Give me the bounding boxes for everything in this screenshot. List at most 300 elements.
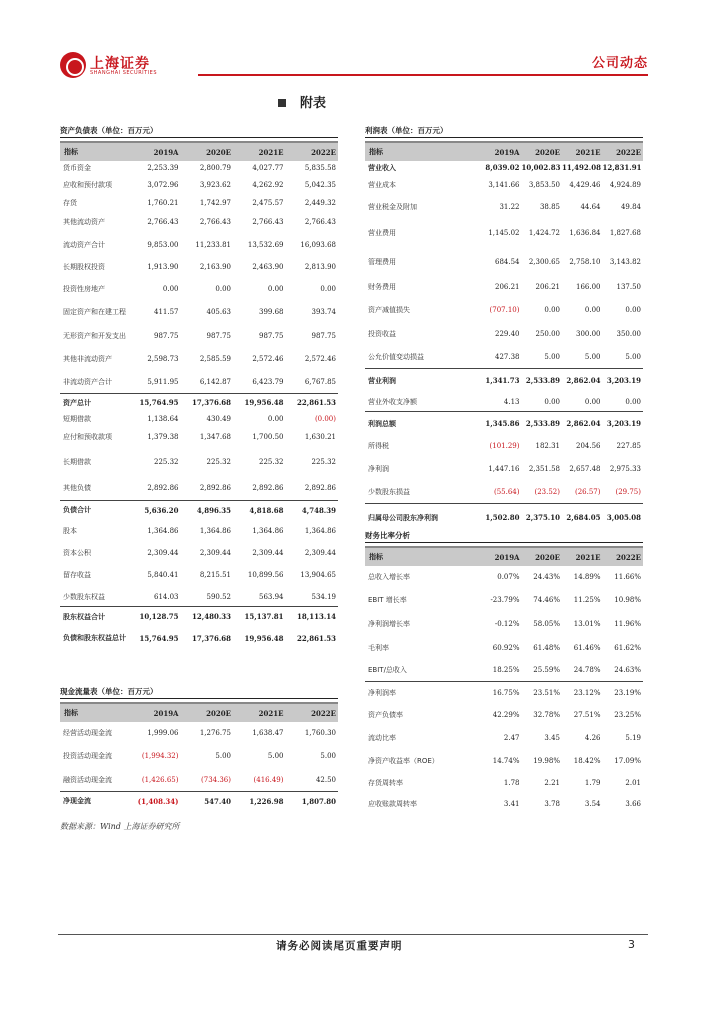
table-row	[60, 348, 338, 370]
row-value: (734.36)	[201, 775, 231, 784]
row-value: 3,203.19	[606, 376, 641, 385]
row-value: 1,760.21	[147, 198, 179, 207]
row-value: 1,447.16	[488, 464, 520, 473]
row-label: 净利润率	[368, 688, 396, 697]
cash-flow-header	[60, 702, 338, 722]
row-value: 16.75%	[492, 688, 520, 697]
row-label: 非流动资产合计	[63, 377, 112, 386]
row-value: 0.00	[544, 306, 560, 314]
table-row	[365, 195, 643, 218]
row-value: 2.21	[544, 779, 560, 787]
row-value: 4,429.46	[569, 180, 601, 189]
table-row	[365, 174, 643, 195]
row-value: -0.12%	[494, 620, 520, 628]
row-label: 营业费用	[368, 228, 396, 237]
row-value: 225.32	[259, 458, 284, 466]
row-value: 1,636.84	[569, 228, 601, 237]
column-header-2022e: 2022E	[311, 147, 336, 157]
table-row	[365, 435, 643, 457]
row-value: 399.68	[259, 308, 284, 316]
row-value: 19,956.48	[244, 633, 284, 643]
row-value: 10,128.75	[139, 612, 179, 621]
balance-sheet-table	[60, 123, 338, 650]
table-row	[60, 234, 338, 256]
table-row	[60, 626, 338, 650]
column-header-2021e: 2021E	[575, 147, 601, 157]
data-source-note: 数据来源：Wind 上海证券研究所	[60, 822, 180, 831]
row-value: 229.40	[495, 329, 520, 338]
row-value: 18.42%	[573, 756, 601, 765]
row-label: 资产总计	[63, 398, 91, 407]
row-label: 存货	[63, 198, 77, 207]
cash-flow-title: 现金流量表（单位：百万元）	[60, 684, 338, 699]
row-value: 1,807.80	[301, 796, 336, 806]
row-value: 405.63	[206, 308, 231, 316]
row-value: 61.48%	[533, 643, 560, 652]
row-value: (55.64)	[493, 487, 520, 496]
row-value: 2,572.46	[304, 355, 336, 363]
row-label: 营业利润	[368, 376, 396, 385]
column-header-2022e: 2022E	[616, 147, 641, 157]
row-label: 股东权益合计	[63, 612, 105, 621]
row-value: 1,145.02	[488, 228, 520, 237]
row-value: 1,424.72	[528, 228, 560, 237]
row-label: 净利润增长率	[368, 620, 410, 628]
row-value: 2,449.32	[304, 198, 336, 207]
table-row	[60, 768, 338, 791]
income-statement-body	[365, 161, 643, 531]
row-value: 1,364.86	[199, 527, 231, 535]
row-value: 987.75	[154, 332, 179, 340]
row-label: 应付和预收款项	[63, 433, 112, 441]
row-value: 14.89%	[573, 573, 601, 581]
row-value: 1,345.86	[485, 419, 520, 428]
row-value: 60.92%	[492, 643, 520, 652]
row-label: 其他负债	[63, 484, 91, 492]
table-row	[365, 659, 643, 681]
row-value: 684.54	[495, 257, 520, 266]
row-value: 25.59%	[533, 666, 560, 674]
row-value: 23.19%	[614, 688, 641, 697]
row-value: 2.01	[625, 779, 641, 787]
row-value: 5.00	[625, 352, 641, 361]
row-value: 2,892.86	[199, 484, 231, 492]
row-value: (29.75)	[615, 487, 641, 496]
row-value: (26.57)	[574, 487, 601, 496]
row-label: 长期借款	[63, 458, 91, 466]
column-header-2022e: 2022E	[616, 552, 641, 562]
table-row	[365, 612, 643, 636]
row-value: 17,376.68	[192, 398, 231, 407]
row-label: 少数股东权益	[63, 592, 105, 601]
row-value: 5.00	[267, 752, 284, 760]
row-value: 225.32	[154, 458, 179, 466]
row-value: 1,999.06	[147, 729, 179, 737]
row-value: 2,309.44	[304, 549, 336, 557]
section-title-text: 附表	[300, 96, 327, 111]
row-value: 1,638.47	[252, 729, 284, 737]
row-value: 225.32	[311, 458, 336, 466]
row-value: 1,226.98	[249, 796, 284, 806]
row-value: 0.00	[625, 397, 641, 406]
row-label: 经营活动现金流	[63, 729, 112, 737]
row-value: 2,309.44	[199, 549, 231, 557]
row-value: 8,039.02	[485, 163, 520, 172]
page-header	[58, 48, 648, 80]
row-value: 2,309.44	[147, 549, 179, 557]
financial-ratio-title: 财务比率分析	[365, 528, 643, 543]
row-value: 2,975.33	[609, 464, 641, 473]
row-value: 42.50	[315, 775, 336, 784]
row-value: 5.19	[625, 733, 641, 742]
table-row	[365, 749, 643, 772]
cash-flow-body	[60, 722, 338, 810]
row-value: 1,760.30	[304, 729, 336, 737]
row-label: 营业收入	[368, 163, 396, 172]
row-value: 14.74%	[492, 756, 520, 765]
row-value: (707.10)	[489, 306, 520, 314]
row-value: 2,585.59	[199, 355, 231, 363]
row-label: 应收账款周转率	[368, 800, 417, 808]
row-label: 货币资金	[63, 163, 91, 172]
table-row	[60, 300, 338, 324]
row-value: 1,913.90	[147, 263, 179, 271]
row-value: 5,636.20	[144, 505, 179, 515]
row-value: 0.00	[267, 285, 284, 293]
page-number: 3	[628, 938, 635, 951]
row-value: 1,276.75	[199, 729, 231, 737]
row-value: 2,533.89	[525, 376, 560, 385]
column-header-2021e: 2021E	[258, 708, 284, 718]
row-value: (23.52)	[534, 487, 560, 496]
table-row	[365, 345, 643, 368]
column-header-2020e: 2020E	[206, 708, 231, 718]
row-value: 61.62%	[614, 643, 641, 652]
row-value: 18.25%	[492, 666, 520, 674]
logo-emblem-icon	[60, 52, 86, 78]
row-value: 4.26	[584, 733, 601, 742]
row-label: 资本公积	[63, 549, 91, 557]
row-value: 10,899.56	[247, 571, 284, 579]
row-label: 流动资产合计	[63, 241, 105, 249]
row-value: 0.00	[625, 306, 641, 314]
income-statement-title: 利润表（单位：百万元）	[365, 123, 643, 138]
row-value: 61.46%	[573, 643, 601, 652]
row-value: 24.78%	[573, 666, 601, 674]
row-value: 23.12%	[573, 688, 601, 697]
row-value: 4,748.39	[301, 505, 336, 515]
row-label: 短期借款	[63, 414, 91, 423]
column-header-2021e: 2021E	[258, 147, 284, 157]
row-label: 负债合计	[63, 506, 91, 514]
row-value: 5,840.41	[147, 571, 179, 579]
row-value: 3.41	[503, 800, 520, 808]
table-row	[365, 566, 643, 588]
row-label: 无形资产和开发支出	[63, 332, 126, 340]
row-value: 300.00	[576, 329, 601, 338]
row-value: 430.49	[206, 414, 231, 423]
row-value: 2,463.90	[252, 263, 284, 271]
table-row	[365, 794, 643, 814]
row-value: 3,853.50	[528, 180, 560, 189]
row-value: 4,262.92	[252, 180, 284, 189]
row-value: 6,767.85	[304, 377, 336, 386]
row-label: 总收入增长率	[368, 573, 410, 581]
row-value: 1,341.73	[485, 376, 520, 385]
table-row	[365, 411, 643, 435]
row-value: 2,892.86	[252, 484, 284, 492]
row-label: 固定资产和在建工程	[63, 308, 126, 316]
row-value: 6,142.87	[199, 377, 231, 386]
table-row	[60, 448, 338, 476]
row-value: 10,002.83	[521, 163, 561, 172]
row-value: 2,892.86	[147, 484, 179, 492]
row-value: (1,408.34)	[137, 796, 179, 806]
header-divider	[198, 74, 648, 76]
row-value: 2,766.43	[147, 218, 179, 226]
column-header-2020e: 2020E	[535, 147, 560, 157]
row-value: 1,827.68	[609, 228, 641, 237]
row-value: 987.75	[311, 332, 336, 340]
row-value: 3.54	[584, 800, 601, 808]
row-label: 留存收益	[63, 571, 91, 579]
row-value: 0.00	[215, 285, 231, 293]
table-row	[60, 722, 338, 744]
row-label: 存货周转率	[368, 779, 403, 787]
income-statement-table	[365, 123, 643, 531]
row-value: 2,375.10	[525, 513, 560, 522]
table-row	[60, 256, 338, 278]
column-header-indicator: 指标	[369, 553, 383, 561]
row-value: 2,351.58	[528, 464, 560, 473]
row-label: 净现金流	[63, 797, 91, 805]
footer-divider	[58, 934, 648, 935]
row-value: 8,215.51	[199, 571, 231, 579]
row-value: 1,630.21	[304, 433, 336, 441]
row-value: 2,892.86	[304, 484, 336, 492]
row-value: 2,684.05	[566, 513, 601, 522]
row-value: 206.21	[535, 283, 560, 291]
table-row	[365, 322, 643, 345]
row-value: 4,818.68	[249, 505, 284, 515]
row-value: 17,376.68	[192, 633, 231, 643]
row-value: 2,766.43	[252, 218, 284, 226]
row-value: 590.52	[206, 592, 231, 601]
table-row	[60, 370, 338, 393]
row-label: 公允价值变动损益	[368, 352, 424, 361]
financial-ratio-body	[365, 566, 643, 814]
row-label: EBIT/总收入	[368, 666, 407, 674]
table-row	[365, 588, 643, 612]
table-row	[365, 503, 643, 531]
column-header-2021e: 2021E	[575, 552, 601, 562]
row-value: 1,364.86	[304, 527, 336, 535]
row-value: 32.78%	[533, 710, 560, 719]
row-value: (1,994.32)	[141, 752, 179, 760]
row-value: 1,364.86	[252, 527, 284, 535]
row-value: 15,764.95	[139, 398, 179, 407]
row-value: 2,657.48	[569, 464, 601, 473]
row-value: 11.25%	[573, 596, 601, 604]
row-value: 3,072.96	[147, 180, 179, 189]
row-value: 18,113.14	[297, 612, 336, 621]
row-label: 融资活动现金流	[63, 775, 112, 784]
financial-ratio-header	[365, 546, 643, 566]
row-value: 411.57	[154, 308, 179, 316]
logo-chinese-text: 上海证券	[90, 56, 150, 72]
table-row	[60, 476, 338, 500]
row-value: 16,093.68	[300, 241, 336, 249]
row-label: 净利润	[368, 464, 389, 473]
row-value: 5,835.58	[304, 163, 336, 172]
row-value: 2,253.39	[147, 163, 179, 172]
table-row	[60, 210, 338, 234]
row-value: 1,138.64	[147, 414, 179, 423]
column-header-2019a: 2019A	[494, 552, 520, 562]
column-header-2020e: 2020E	[535, 552, 560, 562]
row-value: 12,480.33	[192, 612, 231, 621]
table-row	[60, 174, 338, 195]
row-value: 9,853.00	[147, 241, 179, 249]
row-value: 27.51%	[573, 710, 601, 719]
row-value: 2,766.43	[199, 218, 231, 226]
row-value: 3,923.62	[199, 180, 231, 189]
row-value: 15,137.81	[244, 612, 284, 621]
row-value: 987.75	[206, 332, 231, 340]
row-value: 0.00	[584, 306, 601, 314]
row-value: 350.00	[616, 329, 641, 338]
row-label: 利润总额	[368, 419, 396, 428]
table-row	[60, 278, 338, 300]
row-label: 资产减值损失	[368, 306, 410, 314]
table-row	[365, 161, 643, 174]
company-logo	[60, 52, 200, 80]
row-value: 4,924.89	[609, 180, 641, 189]
row-label: 营业成本	[368, 180, 396, 189]
table-row	[60, 161, 338, 174]
row-label: 管理费用	[368, 257, 396, 266]
row-value: 1.79	[584, 779, 601, 787]
disclaimer-notice: 请务必阅读尾页重要声明	[276, 940, 403, 952]
table-row	[60, 606, 338, 626]
row-value: 13.01%	[573, 620, 601, 628]
row-value: 1.78	[503, 779, 520, 787]
row-value: 4,027.77	[252, 163, 284, 172]
row-value: 11,492.08	[562, 163, 601, 172]
row-value: 31.22	[499, 202, 520, 211]
row-label: 营业税金及附加	[368, 202, 417, 211]
row-label: 长期股权投资	[63, 263, 105, 271]
row-value: (1,426.65)	[141, 775, 179, 784]
column-header-indicator: 指标	[369, 148, 383, 156]
row-value: (0.00)	[314, 414, 336, 423]
row-value: 17.09%	[614, 756, 641, 765]
table-row	[365, 772, 643, 794]
table-row	[60, 393, 338, 411]
row-value: 5.00	[584, 352, 601, 361]
row-value: 11.66%	[614, 573, 641, 581]
row-label: 负债和股东权益总计	[63, 634, 126, 642]
table-row	[365, 392, 643, 411]
row-label: 投资收益	[368, 329, 396, 338]
balance-sheet-title: 资产负债表（单位：百万元）	[60, 123, 338, 138]
row-value: -23.79%	[490, 596, 520, 604]
row-label: EBIT 增长率	[368, 596, 407, 604]
row-value: 3,143.82	[609, 257, 641, 266]
row-value: 225.32	[206, 458, 231, 466]
row-value: 227.85	[616, 442, 641, 450]
row-value: 2,475.57	[252, 198, 284, 207]
row-value: 204.56	[576, 442, 601, 450]
row-label: 所得税	[368, 442, 389, 450]
row-value: 22,861.53	[297, 398, 336, 407]
row-label: 投资活动现金流	[63, 752, 112, 760]
table-row	[60, 744, 338, 768]
row-label: 少数股东损益	[368, 487, 410, 496]
row-value: 5,911.95	[147, 377, 179, 386]
row-value: 5,042.35	[304, 180, 336, 189]
row-value: 5.00	[215, 752, 231, 760]
row-value: 6,423.79	[252, 377, 284, 386]
row-value: 15,764.95	[139, 633, 179, 643]
row-value: 24.63%	[614, 666, 641, 674]
bullet-square-icon	[278, 99, 286, 107]
table-row	[365, 480, 643, 503]
row-value: 11.96%	[614, 620, 641, 628]
row-label: 毛利率	[368, 643, 389, 652]
row-value: 2,862.04	[566, 376, 601, 385]
row-value: 427.38	[495, 352, 520, 361]
table-row	[60, 587, 338, 606]
row-value: 5.00	[544, 352, 560, 361]
column-header-2019a: 2019A	[153, 147, 179, 157]
table-row	[60, 791, 338, 810]
row-value: 166.00	[576, 283, 601, 291]
row-value: 2,309.44	[252, 549, 284, 557]
row-label: 流动比率	[368, 733, 396, 742]
row-value: 2,766.43	[304, 218, 336, 226]
row-value: 19.98%	[533, 756, 560, 765]
row-value: 0.00	[320, 285, 336, 293]
row-label: 股本	[63, 527, 77, 535]
row-value: 11,233.81	[195, 241, 231, 249]
row-value: 74.46%	[533, 596, 560, 604]
table-row	[365, 726, 643, 749]
row-value: 44.64	[580, 202, 601, 211]
row-value: 3.78	[544, 800, 560, 808]
row-value: 23.25%	[614, 710, 641, 719]
column-header-2020e: 2020E	[206, 147, 231, 157]
row-value: 1,700.50	[252, 433, 284, 441]
table-row	[60, 563, 338, 587]
table-row	[365, 298, 643, 322]
row-value: 2,862.04	[566, 419, 601, 428]
column-header-indicator: 指标	[64, 709, 78, 717]
row-value: 19,956.48	[244, 398, 284, 407]
row-value: 547.40	[204, 796, 231, 806]
column-header-2019a: 2019A	[494, 147, 520, 157]
row-value: 1,742.97	[199, 198, 231, 207]
balance-sheet-header	[60, 141, 338, 161]
row-value: 4.13	[503, 397, 520, 406]
table-row	[60, 324, 338, 348]
row-value: 2,572.46	[252, 355, 284, 363]
row-value: 137.50	[616, 283, 641, 291]
row-value: 13,532.69	[247, 241, 284, 249]
row-value: (416.49)	[253, 775, 284, 784]
row-value: 42.29%	[492, 710, 520, 719]
row-label: 投资性房地产	[63, 285, 105, 293]
